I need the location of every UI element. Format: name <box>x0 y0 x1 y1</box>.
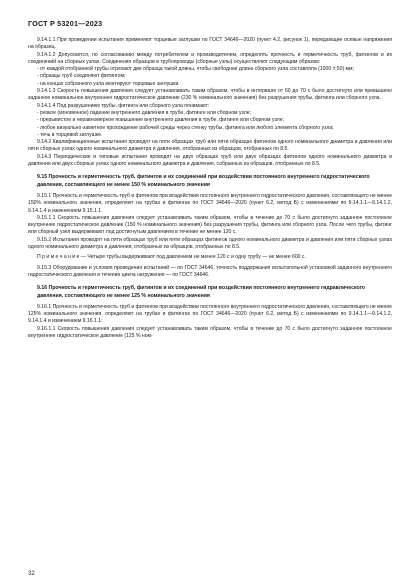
paragraph-9-15-2: 9.15.2 Испытания проводят на пяти образцах труб или пяти образцах фитингов одного номинального диаметра и давления или пяти сборных узлах одного номинального диаметра и давления, отобранных из образцов, отобранных по 8.5. <box>28 236 392 251</box>
page-header: ГОСТ Р 53201—2023 <box>28 19 103 28</box>
paragraph-9-14-3: 9.14.3 Периодические и типовые испытания проводят на двух образцах труб или двух образцах фитингов одного номинального диаметра и давления или двух сборных узлах одного номинального диаметра и давления, собранных из образцов, отобранных по 8.5. <box>28 153 392 168</box>
paragraph-9-14-1-4: 9.14.1.4 Под разрушением трубы, фитинга или сборного узла понимают: <box>37 102 210 109</box>
paragraph-9-14-1-3: 9.14.1.3 Скорость повышения давления следует устанавливать таким образом, чтобы в интервале от 60 до 70 с было достигнуто или превышено заданное номинальное внутреннее гидростатическое давление (230 % номинального значения) без разрушения трубы, фитинга или сборного узла. <box>28 88 392 102</box>
page-number: 32 <box>28 571 35 577</box>
paragraph-9-14-2: 9.14.2 Квалификационные испытания проводят на пяти образцах труб или пяти образцах фитингов одного номинального диаметра и давления или пяти сборных узлах одного номинального диаметра и давления, отобранных из образцов, отобранных по 8.5. <box>28 139 392 153</box>
list-item: - резкое (мгновенное) падение внутреннего давления в трубе, фитинге или сборном узле; <box>37 109 252 116</box>
paragraph-9-14-1-1: 9.14.1.1 При проведении испытания применяют торцевые заглушки по ГОСТ 34646—2020 (пункт 4.2, рисунок 1), передающие осевые напряжения на образец. <box>28 37 392 51</box>
paragraph-9-15-1: 9.15.1 Прочность и герметичность труб и фитингов при воздействии постоянного внутреннего гидростатического давления, составляющего не менее 150% номинального значения, определяют на трубах и фитингах по ГОСТ 34646—2020 (пункт 6.2, метод Б) с изменениями по 9.14.1.1—9.14.1.2, 9.14.1.4 и изменением 9.15.1.1 <box>28 192 392 214</box>
list-item: - прерывистое и неравномерное повышение внутреннего давления в трубе, фитинге или сборном узле; <box>37 117 284 124</box>
section-heading-9-15: 9.15 Прочность и герметичность труб, фитингов и их соединений при воздействии постоянного внутреннего гидростатического давления, составляющего не менее 150 % номинального значения <box>37 174 370 188</box>
list-item: - течь в торцевой заглушке. <box>37 131 103 138</box>
paragraph-9-16-1-1: 9.16.1.1 Скорость повышения давления следует устанавливать таким образом, чтобы в течение до 70 с было достигнуто заданное постоянное внутреннее гидростатическое давление (125 % ном- <box>28 325 392 339</box>
list-item: - любое визуально-заметное прохождение рабочей среды через стенку трубы, фитинга или любого элемента сборного узла; <box>37 124 334 131</box>
list-item: - от каждой отобранной трубы отрезают две образца такой длины, чтобы свободная длина сборного узла составляла (1000 ± 50) мм; <box>37 66 354 73</box>
paragraph-9-15-3: 9.15.3 Оборудование и условия проведения испытаний — по ГОСТ 34646, точность поддержания испытательной установкой заданного внутреннего гидростатического давления в течение цикла нагружения — по ГОСТ 34646. <box>28 264 392 278</box>
note: П р и м е ч а н и е — Четыре трубы выдерживают под давлением не менее 120 с и одну трубу — не менее 600 с. <box>37 254 306 261</box>
list-item: - образцы труб соединяют фитингом; <box>37 73 126 80</box>
page-content <box>28 37 392 340</box>
paragraph-9-16-1: 9.16.1 Прочность и герметичность труб и фитингов при воздействии постоянного внутреннего гидростатического давления, составляющего не менее 125% номинального значения, определяют на трубах и фитингах по ГОСТ 34646—2020 (пункт 6.2, метод Б) с изменениями по 9.14.1.1—9.14.1.2, 9.14.1.4 и изменением 9.16.1.1: <box>28 303 392 325</box>
paragraph-9-14-1-2: 9.14.1.2 Допускается, по согласованию между потребителем и производителем, определять прочность и герметичность труб, фитингов и их соединений на сборных узлах. Соединения образцов в трубопроводы (сборные узлы) осуществляют следующим образом: <box>28 51 392 65</box>
section-heading-9-16: 9.16 Прочность и герметичность труб, фитингов и их соединений при воздействии постоянного внутреннего гидравлического давления, составляющего не менее 125 % номинального значения <box>37 285 365 299</box>
list-item: - на концах собранного узла монтируют торцевые заглушки. <box>37 80 180 87</box>
paragraph-9-15-1-1: 9.15.1.1 Скорость повышения давления следует устанавливать таким образом, чтобы в течение до 70 с было достигнуто заданное постоянное внутреннее гидростатическое давление (150 % номинального значения) без разрушения трубы, фитинга или сборного узла. После чего трубы, фитинг или сборный узел выдерживают под достигнутым давлением в течение не менее 120 с. <box>28 214 392 236</box>
